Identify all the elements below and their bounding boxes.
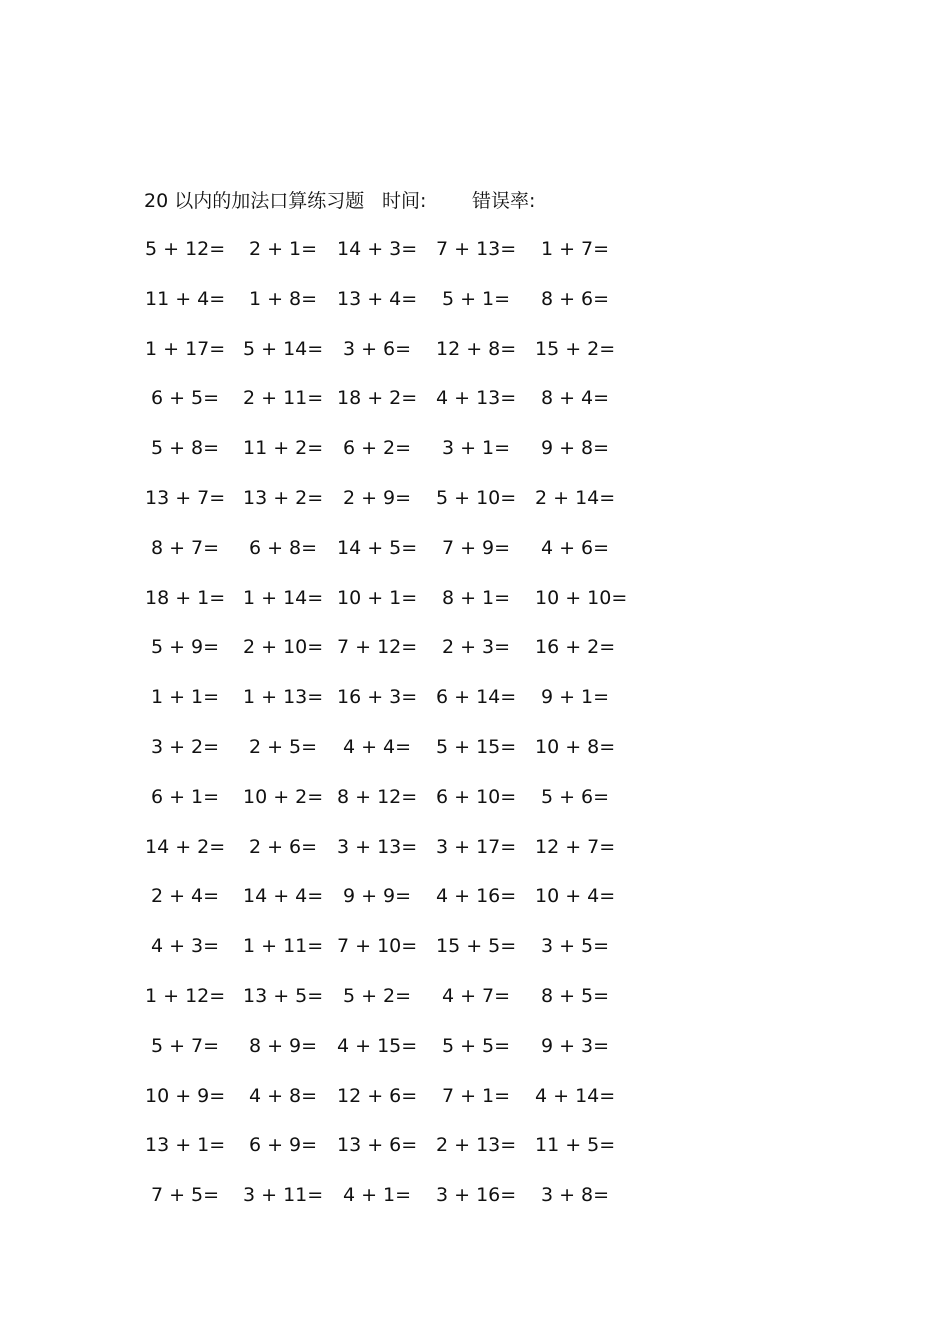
problem-item: 14 + 2= — [145, 835, 226, 858]
problem-item: 5 + 9= — [150, 636, 220, 659]
problem-item: 9 + 1= — [540, 686, 610, 709]
problem-item: 13 + 2= — [243, 486, 324, 509]
problem-item: 1 + 12= — [145, 984, 226, 1007]
problem-row — [140, 931, 640, 981]
problem-item: 2 + 4= — [150, 885, 220, 908]
problem-item: 1 + 13= — [243, 686, 324, 709]
problem-item: 10 + 10= — [535, 586, 628, 609]
problem-item: 7 + 13= — [436, 238, 517, 260]
problem-item: 3 + 8= — [540, 1184, 610, 1207]
problem-row — [140, 483, 640, 533]
problem-item: 1 + 17= — [145, 337, 226, 360]
problem-item: 18 + 1= — [145, 586, 226, 609]
problem-row — [140, 881, 640, 931]
problem-row — [140, 682, 640, 732]
problem-row — [140, 1081, 640, 1131]
problem-item: 8 + 4= — [540, 387, 610, 410]
problem-item: 13 + 1= — [145, 1134, 226, 1157]
problem-item: 3 + 5= — [540, 935, 610, 958]
problem-item: 2 + 3= — [441, 636, 511, 659]
problem-item: 1 + 14= — [243, 586, 324, 609]
problem-item: 15 + 5= — [436, 935, 517, 958]
problem-item: 2 + 5= — [248, 735, 318, 758]
problem-row — [140, 981, 640, 1031]
worksheet-title: 20 以内的加法口算练习题 — [144, 190, 365, 212]
problem-item: 8 + 7= — [150, 536, 220, 559]
problem-item: 13 + 7= — [145, 486, 226, 509]
problem-row — [140, 832, 640, 882]
problem-item: 9 + 8= — [540, 437, 610, 460]
problem-item: 2 + 6= — [248, 835, 318, 858]
problem-item: 10 + 1= — [337, 586, 418, 609]
problem-item: 4 + 15= — [337, 1034, 418, 1057]
problem-item: 6 + 2= — [342, 437, 412, 460]
problem-item: 4 + 8= — [248, 1084, 318, 1107]
problem-item: 7 + 12= — [337, 636, 418, 659]
error-rate-label: 错误率: — [472, 190, 536, 212]
problem-item: 7 + 5= — [150, 1184, 220, 1207]
problem-item: 6 + 9= — [248, 1134, 318, 1157]
problem-item: 2 + 9= — [342, 486, 412, 509]
problem-item: 7 + 9= — [441, 536, 511, 559]
problem-item: 4 + 3= — [150, 935, 220, 958]
problem-item: 12 + 7= — [535, 835, 616, 858]
problem-item: 4 + 13= — [436, 387, 517, 410]
problem-item: 2 + 14= — [535, 486, 616, 509]
problem-item: 7 + 10= — [337, 935, 418, 958]
problem-item: 5 + 10= — [436, 486, 517, 509]
problem-item: 6 + 8= — [248, 536, 318, 559]
problem-item: 4 + 1= — [342, 1184, 412, 1207]
problem-item: 3 + 11= — [243, 1184, 324, 1207]
problem-row — [140, 533, 640, 583]
problem-item: 3 + 16= — [436, 1184, 517, 1207]
problem-item: 1 + 1= — [150, 686, 220, 709]
problem-item: 4 + 7= — [441, 984, 511, 1007]
problem-row — [140, 632, 640, 682]
problem-item: 3 + 6= — [342, 337, 412, 360]
problem-item: 5 + 7= — [150, 1034, 220, 1057]
problem-item: 11 + 4= — [145, 287, 226, 310]
problem-item: 18 + 2= — [337, 387, 418, 410]
problem-item: 16 + 3= — [337, 686, 418, 709]
problem-item: 4 + 6= — [540, 536, 610, 559]
problem-item: 12 + 6= — [337, 1084, 418, 1107]
problem-item: 2 + 13= — [436, 1134, 517, 1157]
problem-item: 8 + 9= — [248, 1034, 318, 1057]
problem-item: 2 + 11= — [243, 387, 324, 410]
problem-item: 5 + 1= — [441, 287, 511, 310]
problem-item: 6 + 5= — [150, 387, 220, 410]
problem-item: 2 + 1= — [248, 238, 318, 260]
problem-item: 4 + 16= — [436, 885, 517, 908]
problem-item: 3 + 13= — [337, 835, 418, 858]
problem-item: 3 + 17= — [436, 835, 517, 858]
problem-item: 5 + 8= — [150, 437, 220, 460]
problem-item: 6 + 10= — [436, 785, 517, 808]
problem-item: 5 + 6= — [540, 785, 610, 808]
problem-row — [140, 234, 640, 284]
problem-item: 8 + 12= — [337, 785, 418, 808]
problem-grid — [140, 234, 640, 1230]
problem-row — [140, 1031, 640, 1081]
problem-item: 13 + 6= — [337, 1134, 418, 1157]
problem-item: 15 + 2= — [535, 337, 616, 360]
problem-item: 14 + 5= — [337, 536, 418, 559]
problem-item: 1 + 8= — [248, 287, 318, 310]
problem-item: 5 + 14= — [243, 337, 324, 360]
problem-item: 5 + 12= — [145, 238, 226, 260]
problem-item: 13 + 4= — [337, 287, 418, 310]
problem-item: 3 + 2= — [150, 735, 220, 758]
problem-item: 5 + 2= — [342, 984, 412, 1007]
problem-row — [140, 583, 640, 633]
problem-item: 14 + 3= — [337, 238, 418, 260]
problem-item: 10 + 2= — [243, 785, 324, 808]
problem-row — [140, 433, 640, 483]
problem-item: 8 + 1= — [441, 586, 511, 609]
problem-item: 5 + 15= — [436, 735, 517, 758]
problem-item: 4 + 14= — [535, 1084, 616, 1107]
problem-item: 1 + 11= — [243, 935, 324, 958]
problem-row — [140, 334, 640, 384]
problem-item: 10 + 9= — [145, 1084, 226, 1107]
problem-item: 11 + 2= — [243, 437, 324, 460]
problem-item: 9 + 9= — [342, 885, 412, 908]
problem-item: 1 + 7= — [540, 238, 610, 260]
problem-row — [140, 383, 640, 433]
problem-row — [140, 1130, 640, 1180]
problem-item: 10 + 8= — [535, 735, 616, 758]
problem-item: 4 + 4= — [342, 735, 412, 758]
problem-item: 3 + 1= — [441, 437, 511, 460]
problem-item: 11 + 5= — [535, 1134, 616, 1157]
problem-item: 13 + 5= — [243, 984, 324, 1007]
problem-item: 8 + 6= — [540, 287, 610, 310]
problem-row — [140, 782, 640, 832]
problem-item: 14 + 4= — [243, 885, 324, 908]
time-label: 时间: — [382, 190, 427, 212]
problem-item: 2 + 10= — [243, 636, 324, 659]
problem-item: 10 + 4= — [535, 885, 616, 908]
problem-item: 7 + 1= — [441, 1084, 511, 1107]
problem-item: 6 + 1= — [150, 785, 220, 808]
problem-item: 8 + 5= — [540, 984, 610, 1007]
problem-item: 9 + 3= — [540, 1034, 610, 1057]
problem-item: 5 + 5= — [441, 1034, 511, 1057]
problem-row — [140, 1180, 640, 1230]
problem-row — [140, 732, 640, 782]
problem-item: 12 + 8= — [436, 337, 517, 360]
problem-row — [140, 284, 640, 334]
problem-item: 16 + 2= — [535, 636, 616, 659]
problem-item: 6 + 14= — [436, 686, 517, 709]
